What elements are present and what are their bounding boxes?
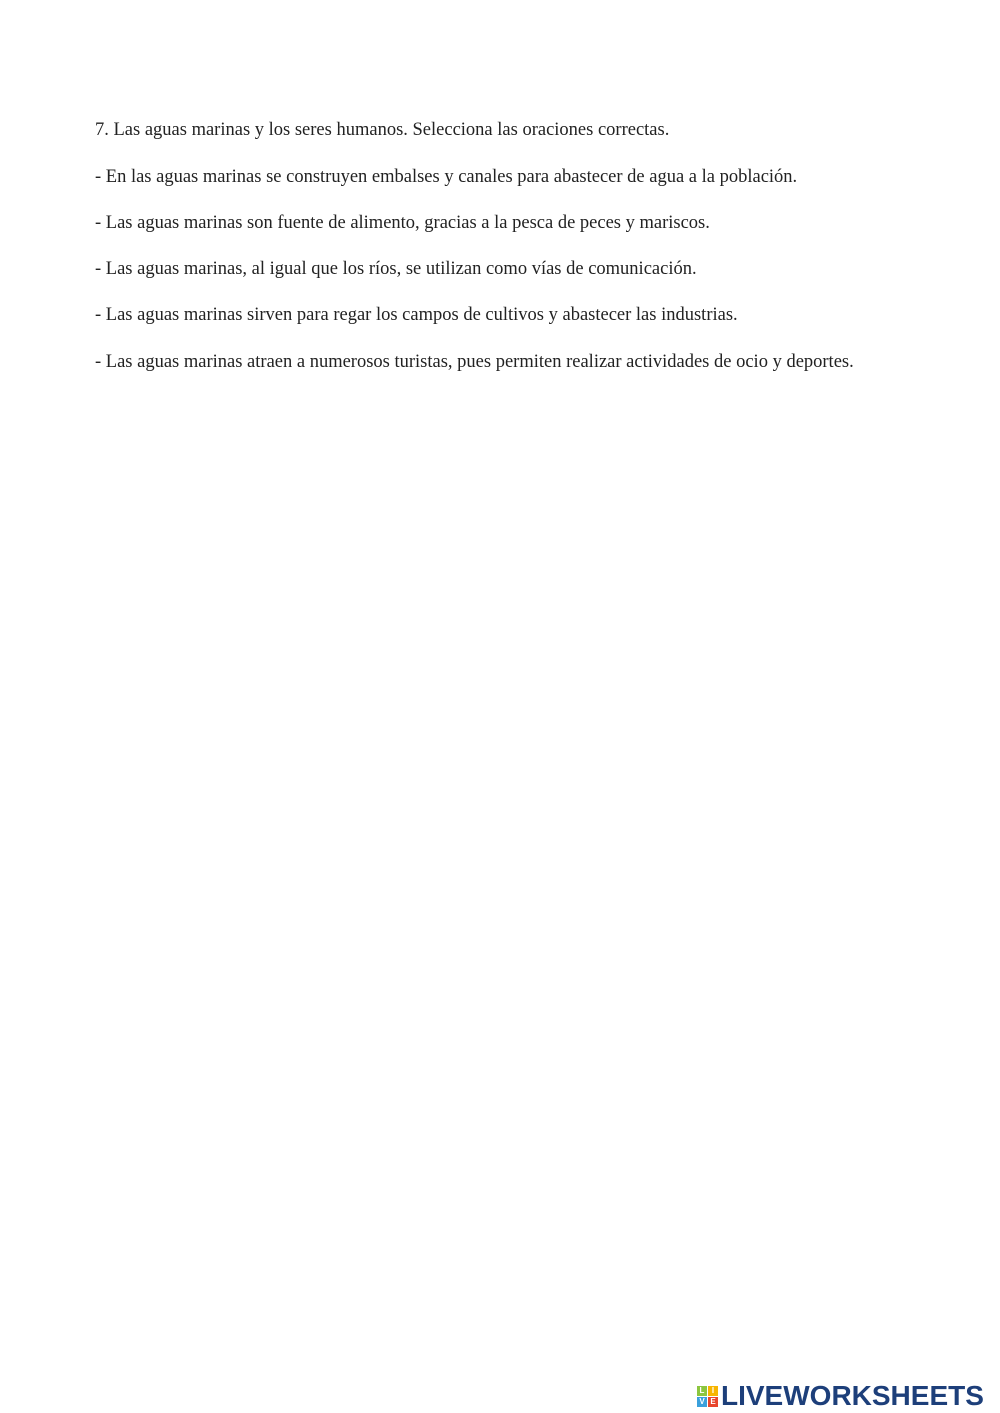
tile-i: I <box>708 1386 718 1396</box>
logo-text: LIVEWORKSHEETS <box>721 1380 984 1411</box>
option-4[interactable]: - Las aguas marinas sirven para regar los campos de cultivos y abastecer las industrias. <box>95 305 738 325</box>
tile-e: E <box>708 1397 718 1407</box>
option-3[interactable]: - Las aguas marinas, al igual que los ríos, se utilizan como vías de comunicación. <box>95 259 697 279</box>
option-2[interactable]: - Las aguas marinas son fuente de alimento, gracias a la pesca de peces y mariscos. <box>95 213 710 233</box>
question-title: 7. Las aguas marinas y los seres humanos. Selecciona las oraciones correctas. <box>95 120 670 140</box>
logo-tiles-icon <box>697 1386 718 1407</box>
option-5[interactable]: - Las aguas marinas atraen a numerosos turistas, pues permiten realizar actividades de ocio y deportes. <box>95 352 854 372</box>
liveworksheets-logo <box>697 1380 984 1412</box>
tile-l: L <box>697 1386 707 1396</box>
tile-v: V <box>697 1397 707 1407</box>
option-1[interactable]: - En las aguas marinas se construyen embalses y canales para abastecer de agua a la población. <box>95 167 798 187</box>
